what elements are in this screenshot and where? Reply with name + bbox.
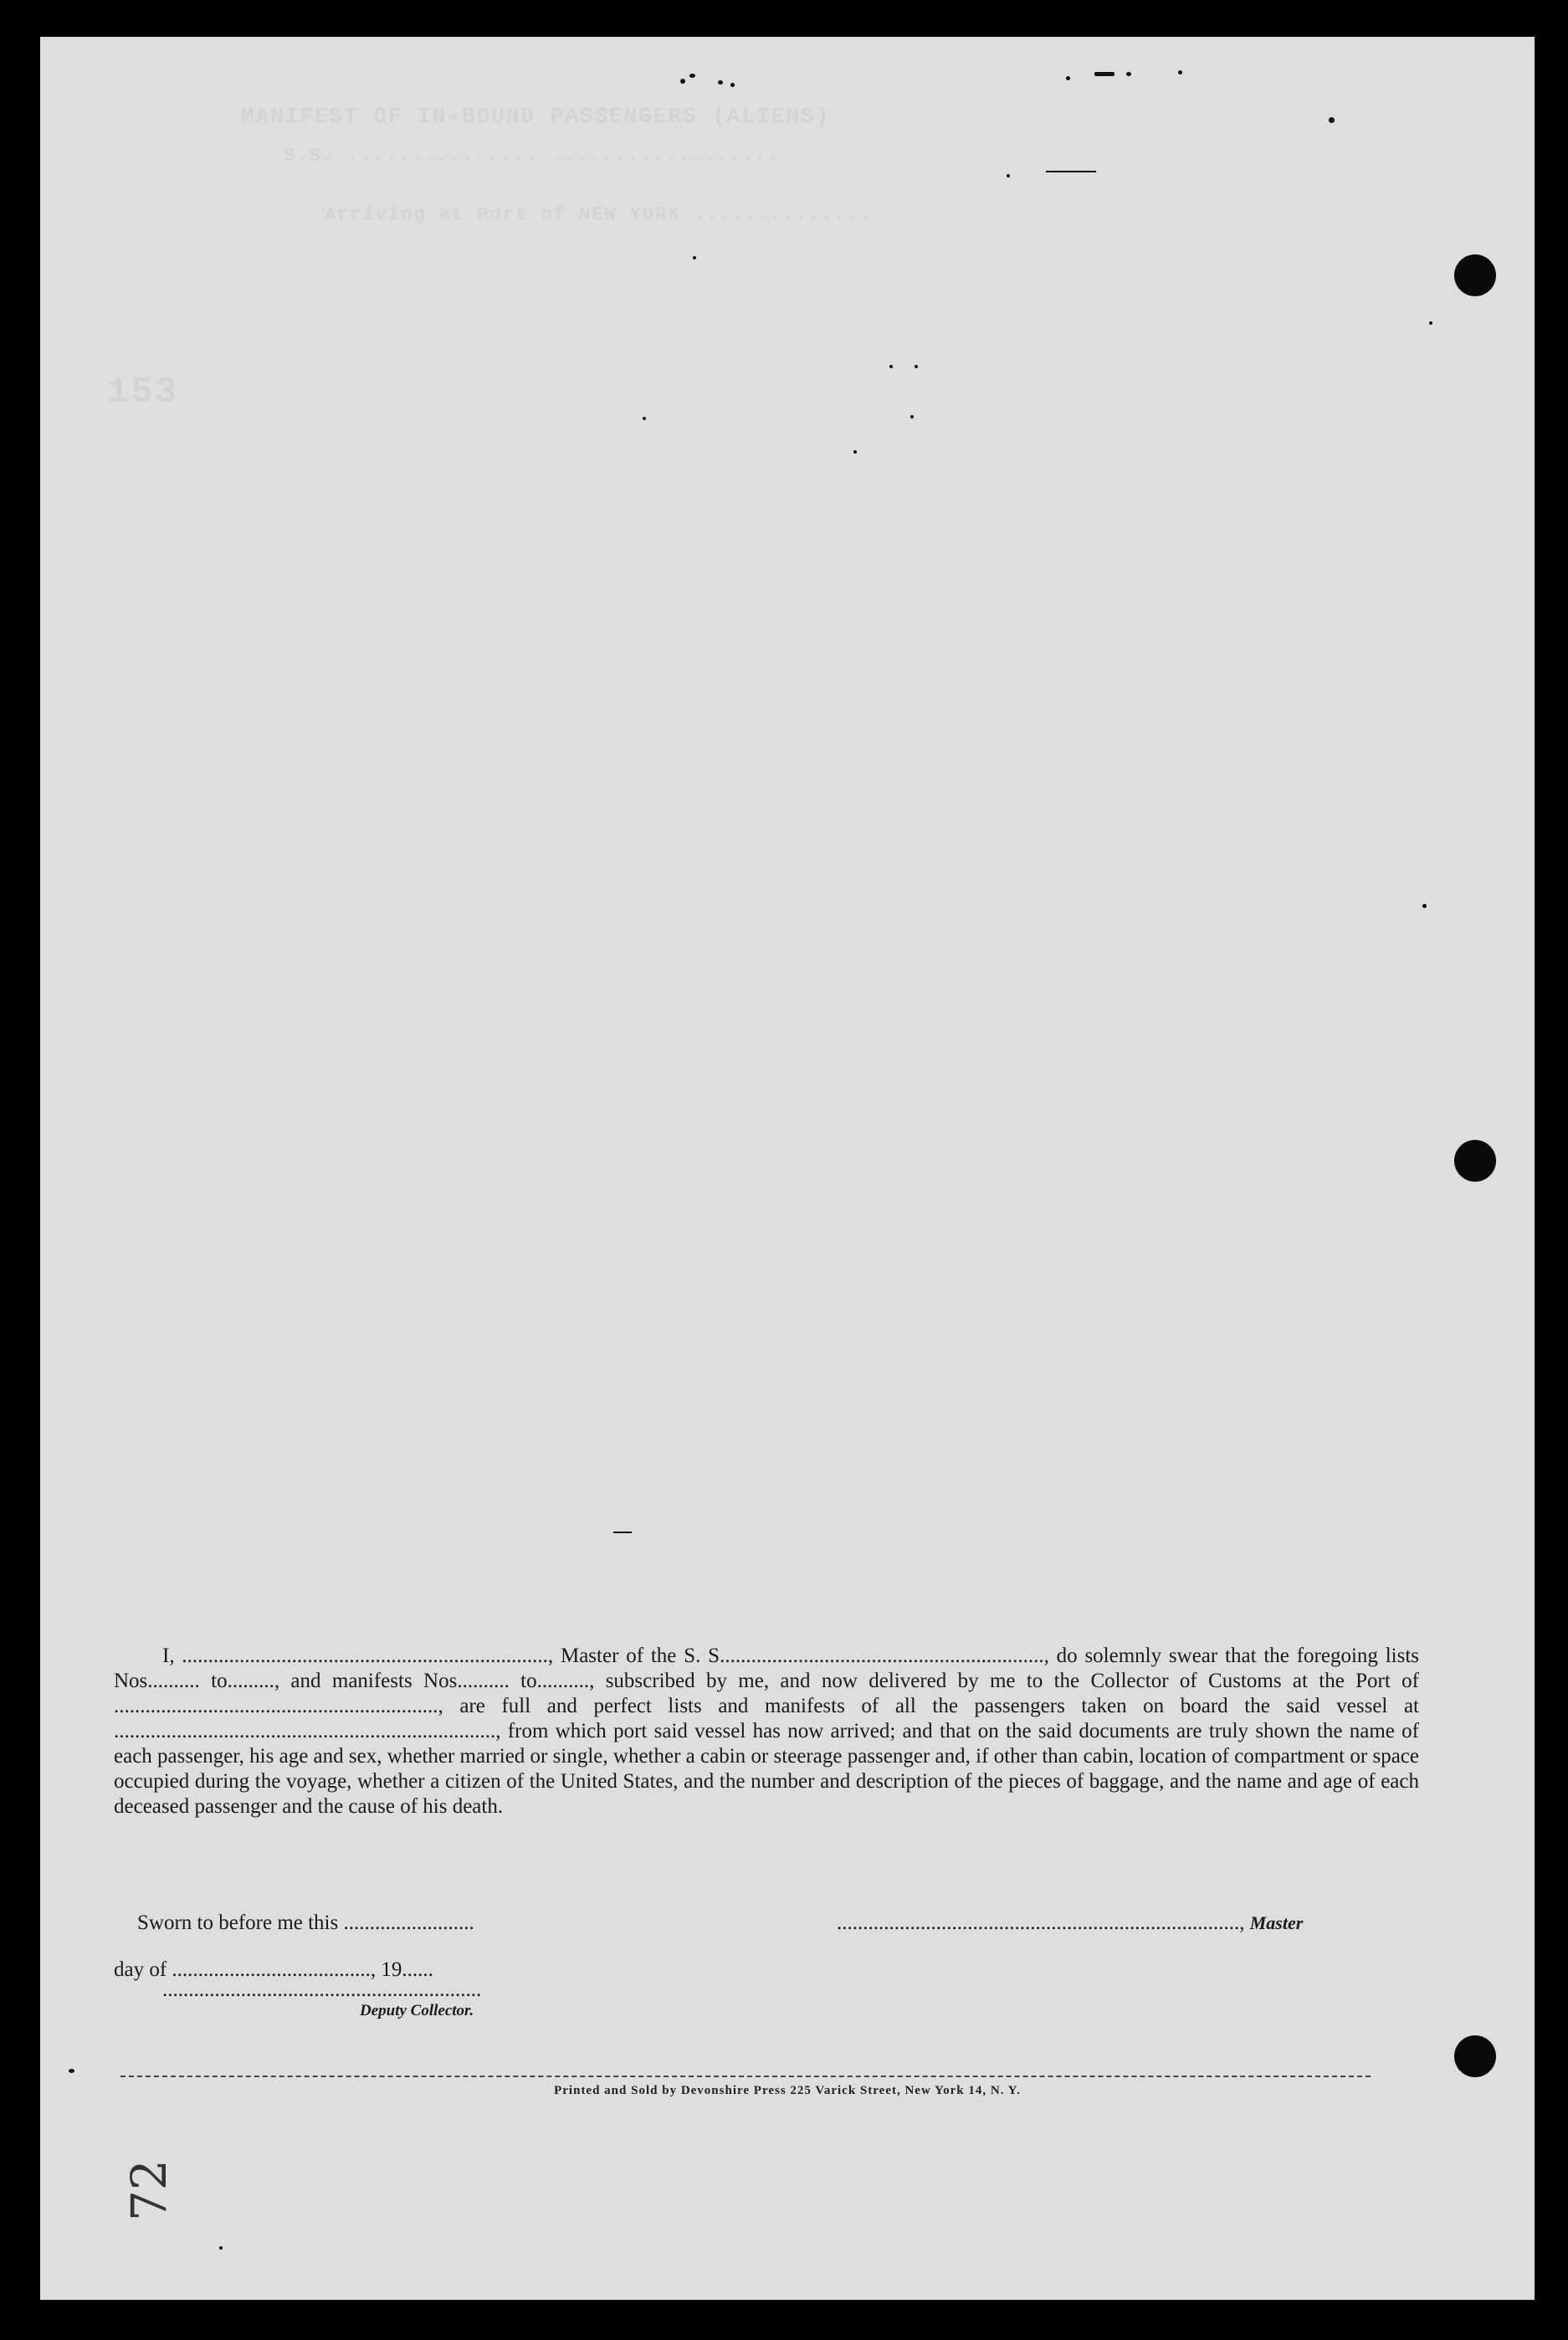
- speck: [689, 74, 695, 78]
- speck: [915, 365, 918, 368]
- speck: [693, 256, 696, 259]
- day-of-blank: ......................................: [172, 1958, 371, 1981]
- oath-text: , do solemnly swear that the foregoing lists Nos: [114, 1645, 1420, 1692]
- day-of-label: day of: [114, 1958, 167, 1981]
- oath-text: , and manifests Nos: [274, 1670, 458, 1692]
- oath-text: , from which port said vessel has now arrived; and that on the said documents are truly shown the name of each passenger, his age and sex, whether married or single, whether a cabin or steerage passenger and, if other than cabin, location of compartment or space occupied during the voyage, whether a citizen of the United States, and the number and description of the pieces of baggage, and the name and age of each deceased passenger and the cause of his death.: [114, 1720, 1419, 1818]
- bottom-rule: [120, 2076, 1371, 2077]
- speck: [1094, 72, 1115, 76]
- speck: [1126, 72, 1131, 76]
- speck: [1066, 76, 1070, 80]
- master-label: Master: [1249, 1912, 1304, 1933]
- oath-text: I,: [162, 1645, 175, 1667]
- manifests-to-blank: ..........: [536, 1670, 590, 1692]
- oath-text: to: [211, 1670, 228, 1692]
- lists-from-blank: ..........: [147, 1670, 200, 1692]
- port-blank: ..............................................................: [114, 1695, 438, 1717]
- speck: [1007, 174, 1010, 177]
- sworn-date-blank: .........................: [343, 1912, 474, 1934]
- speck: [730, 83, 735, 87]
- speck: [69, 2069, 74, 2073]
- punch-hole: [1454, 2035, 1496, 2077]
- master-signature-line: ............................................................................., Master: [837, 1912, 1304, 1934]
- oath-text: , Master of the S. S.: [547, 1645, 725, 1667]
- printer-imprint: Printed and Sold by Devonshire Press 225 Varick Street, New York 14, N. Y.: [554, 2084, 1021, 2097]
- master-name-blank: ......................................................................: [182, 1645, 548, 1667]
- oath-text: , subscribed by me, and now delivered by me to the Collector of Customs at the Port of: [589, 1670, 1419, 1692]
- master-signature-blank: .............................................................................: [837, 1912, 1240, 1934]
- bleed-through-text: MANIFEST OF IN-BOUND PASSENGERS (ALIENS): [241, 104, 831, 129]
- bleed-through-text: 153: [107, 372, 179, 413]
- year-blank: ......: [402, 1958, 433, 1981]
- speck: [680, 79, 685, 84]
- document-sheet: [40, 37, 1535, 2300]
- bleed-through-text: Arriving at Port of NEW YORK ..............: [325, 204, 872, 225]
- speck: [889, 365, 893, 368]
- departure-port-blank: .........................................................................: [114, 1720, 496, 1742]
- sworn-label: Sworn to before me this: [137, 1912, 339, 1934]
- speck: [1329, 117, 1335, 123]
- bleed-through-text: S.S. ............... ..................: [208, 146, 781, 167]
- speck: [643, 417, 646, 420]
- speck: [1422, 904, 1427, 908]
- punch-hole: [1454, 1140, 1496, 1182]
- handwritten-annotation: 72: [120, 2159, 177, 2221]
- year-prefix: , 19: [370, 1958, 402, 1981]
- speck: [718, 80, 723, 85]
- speck: [1429, 321, 1432, 325]
- deputy-signature-blank: .............................................................: [162, 1978, 482, 2001]
- lists-to-blank: .........: [227, 1670, 274, 1692]
- punch-hole: [1454, 254, 1496, 296]
- speck: [219, 2246, 223, 2250]
- oath-text: to: [520, 1670, 537, 1692]
- speck: [910, 415, 914, 418]
- speck: [1046, 171, 1096, 172]
- sworn-line: [137, 1912, 474, 1935]
- oath-text: , are full and perfect lists and manifests of all the passengers taken on board the said vessel at: [438, 1695, 1419, 1717]
- speck: [1178, 70, 1182, 74]
- manifests-from-blank: ..........: [457, 1670, 510, 1692]
- master-oath-paragraph: [114, 1644, 1419, 1819]
- deputy-collector-label: Deputy Collector.: [360, 2002, 474, 2019]
- vessel-name-blank: .............................................................: [725, 1645, 1044, 1667]
- speck: [853, 450, 857, 454]
- speck: [613, 1532, 632, 1533]
